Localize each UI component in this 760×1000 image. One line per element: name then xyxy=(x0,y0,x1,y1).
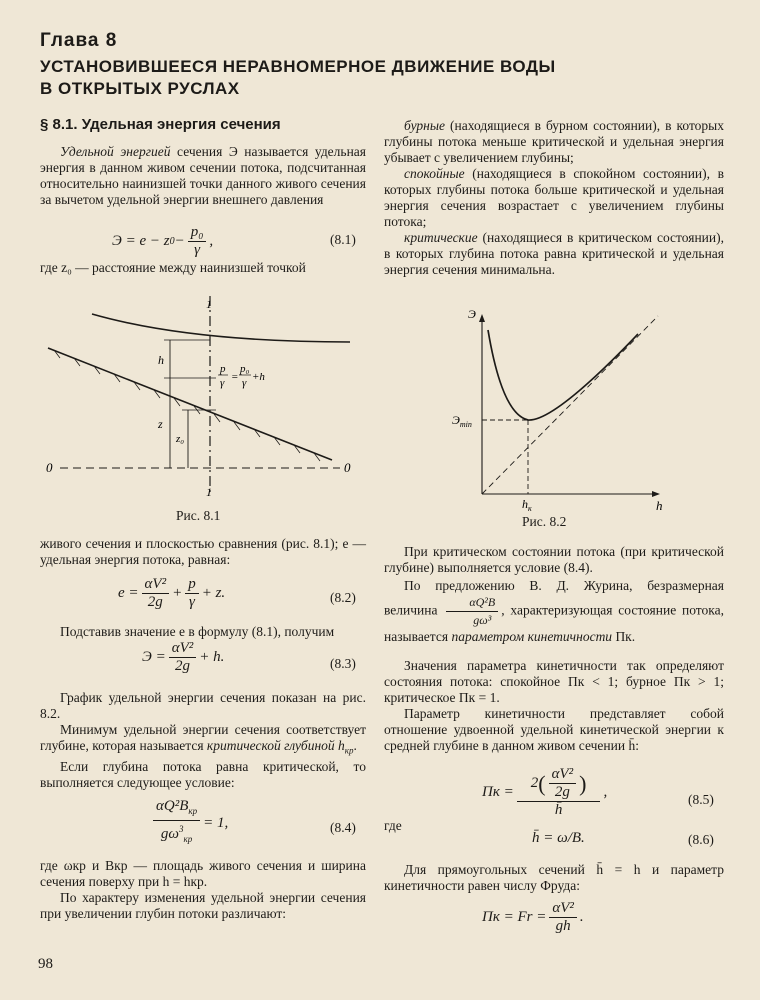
paragraph-text: где ωкр и Bкр — площадь живого сечения и ширина сечения поверху при h = hкр. xyxy=(40,858,366,889)
eq-part: . xyxy=(579,909,584,925)
label-main: h xyxy=(522,497,528,511)
paragraph-text: При критическом состоянии потока (при критической глубине) выполняется условие (8.4). xyxy=(384,544,724,575)
energy-curve xyxy=(488,330,638,420)
equation-number: (8.3) xyxy=(330,656,356,671)
term-critical: критические xyxy=(404,230,478,245)
chapter-number: Глава 8 xyxy=(40,30,118,51)
fig2-label-hk xyxy=(522,497,532,513)
eq-part: e = xyxy=(118,585,139,601)
paragraph-text: Пк. xyxy=(612,629,636,644)
fraction-numerator: αQ²B xyxy=(446,594,498,612)
superscript: 3 xyxy=(178,824,184,834)
left-paragraph-2 xyxy=(40,260,366,276)
right-where xyxy=(384,818,444,834)
left-paragraph-1 xyxy=(40,144,366,208)
fraction-numerator: αV² xyxy=(142,576,170,594)
right-paragraph-4 xyxy=(384,862,724,894)
y-axis-arrow xyxy=(479,314,485,322)
right-paragraph-3 xyxy=(384,658,724,754)
fig1-label-top: 1 xyxy=(206,297,212,311)
term-specific-energy: Удельной энергией xyxy=(60,144,171,159)
fig1-label-zero-left: 0 xyxy=(46,460,53,475)
term-critical-depth: критической глубиной h xyxy=(206,738,345,753)
eq-sub: 0 xyxy=(169,236,175,247)
fig1-label-bottom: 1 xyxy=(206,485,212,499)
equation-number: (8.2) xyxy=(330,590,356,605)
eq-part: + xyxy=(172,585,183,601)
fraction-numerator xyxy=(153,798,200,821)
fig2-axis-y: Э xyxy=(468,307,476,321)
fig2-label-emin xyxy=(452,413,472,429)
right-list xyxy=(384,118,724,278)
fraction xyxy=(188,224,207,259)
fraction-denominator: gh xyxy=(555,918,571,934)
equation-8-6: h̄ = ω/B. xyxy=(532,830,585,846)
paragraph-text: (находящиеся в спокойном состоянии), в которых глубины потока больше критической и удельная энергия сечения возрастает с увеличением глубины потока; xyxy=(384,166,724,229)
right-paragraph-1 xyxy=(384,544,724,576)
fraction xyxy=(517,766,601,819)
fraction-denominator: 2g xyxy=(174,658,190,674)
paragraph-text: где z₀ — расстояние между наинизшей точкой xyxy=(40,260,306,275)
eq-part: 2 xyxy=(530,775,539,791)
left-paragraph-5 xyxy=(40,690,366,791)
paragraph-text: Если глубина потока равна критической, то выполняется следующее условие: xyxy=(40,758,366,790)
equation-8-1 xyxy=(112,224,213,259)
chapter-title: УСТАНОВИВШЕЕСЯ НЕРАВНОМЕРНОЕ ДВИЖЕНИЕ ВОДЫ В ОТКРЫТЫХ РУСЛАХ xyxy=(40,57,556,98)
right-paragraph-2 xyxy=(384,578,724,645)
page-number: 98 xyxy=(38,956,53,972)
figure-8-2 xyxy=(450,304,670,514)
eq-part: − xyxy=(174,233,185,249)
fraction-denominator: 2g xyxy=(554,784,570,800)
eq-part: Пк = Fr = xyxy=(482,909,547,925)
fraction xyxy=(549,900,577,935)
paragraph-text: По предложению В. Д. Журина, безразмерная величина xyxy=(384,578,724,618)
equation-8-5 xyxy=(482,766,607,819)
term-kinetic-parameter: параметром кинетичности xyxy=(451,629,613,644)
label-sub: min xyxy=(459,420,472,429)
eq-part: = 1, xyxy=(203,814,229,831)
fig1-label-plus-h: +h xyxy=(252,371,265,383)
eq-part: , xyxy=(603,784,608,800)
figure-8-1 xyxy=(40,292,366,502)
asymptote-line xyxy=(482,316,658,494)
eq-part: + z. xyxy=(201,585,226,601)
eq-part: , xyxy=(209,233,214,249)
fraction-denominator: γ xyxy=(188,594,195,610)
left-paragraph-4 xyxy=(40,624,366,640)
fraction xyxy=(153,798,200,848)
fraction-numerator xyxy=(517,766,601,802)
fraction xyxy=(142,576,170,611)
fraction-numerator: αV² xyxy=(549,900,577,918)
subscript: кр xyxy=(344,745,354,756)
x-axis-arrow xyxy=(652,491,660,497)
paragraph-text: сечения Э называется удельная энергия в данном живом сечении потока, подсчитанная относительно наинизшей точки данного живого сечения за вычетом удельной энергии внешнего давления xyxy=(40,144,366,207)
section-title: § 8.1. Удельная энергия сечения xyxy=(40,116,281,133)
label-main: Э xyxy=(452,413,460,427)
fig1-label-p0: p₀ xyxy=(240,363,250,375)
left-paragraph-6 xyxy=(40,858,366,922)
equation-8-2 xyxy=(118,576,225,611)
water-surface-line xyxy=(92,314,350,342)
paragraph-text: где xyxy=(384,818,402,833)
fig1-label-h: h xyxy=(158,353,164,367)
fraction-numerator: p xyxy=(185,576,199,594)
fig1-label-gamma2: γ xyxy=(242,377,247,389)
fraction xyxy=(185,576,199,611)
term-tranquil: спокойные xyxy=(404,166,465,181)
equation-number: (8.6) xyxy=(688,832,714,847)
paren: ) xyxy=(579,771,587,796)
fig1-label-p: p xyxy=(220,363,226,375)
figure-8-1-caption: Рис. 8.1 xyxy=(176,508,221,523)
eq-part: αQ²B xyxy=(156,798,189,814)
fraction-numerator: αV² xyxy=(549,766,577,784)
fig1-label-gamma: γ xyxy=(220,377,225,389)
fraction xyxy=(549,766,577,801)
label-sub: к xyxy=(528,504,532,513)
eq-part: Пк = xyxy=(482,784,514,800)
fig2-axis-x: h xyxy=(656,498,663,513)
paragraph-text: Подставив значение e в формулу (8.1), получим xyxy=(60,624,335,639)
fig1-label-z0: z₀ xyxy=(176,433,185,445)
eq-part: gω xyxy=(160,826,179,842)
eq-part: Э = e − z xyxy=(112,233,170,249)
fraction-denominator xyxy=(158,821,195,848)
fig1-label-eq: = xyxy=(231,371,239,383)
paragraph-text: Значения параметра кинетичности так определяют состояния потока: спокойное Пк < 1; бурное Пк > 1; критическое Пк = 1. xyxy=(384,658,724,705)
equation-8-4 xyxy=(150,798,228,848)
paren: ( xyxy=(538,771,546,796)
fraction-denominator: 2g xyxy=(147,594,163,610)
equation-8-3 xyxy=(142,640,224,675)
fraction-numerator: αV² xyxy=(169,640,197,658)
subscript: кр xyxy=(183,834,193,844)
equation-number: (8.5) xyxy=(688,792,714,807)
left-paragraph-3 xyxy=(40,536,366,568)
paragraph-text: (находящиеся в критическом состоянии), в которых глубина потока равна критической и удельная энергия сечения минимальна. xyxy=(384,230,724,277)
term-rapid: бурные xyxy=(404,118,446,133)
channel-bed-line xyxy=(48,348,332,460)
fraction-denominator: gω³ xyxy=(473,613,492,627)
eq-part: Э = xyxy=(142,649,166,665)
paragraph-text: Параметр кинетичности представляет собой отношение удвоенной удельной кинетической энергии к средней глубине в данном живом сечении h̄: xyxy=(384,706,724,753)
fig1-label-zero-right: 0 xyxy=(344,460,351,475)
fraction xyxy=(169,640,197,675)
equation-number: (8.4) xyxy=(330,820,356,835)
equation-number: (8.1) xyxy=(330,232,356,247)
equation-8-7 xyxy=(482,900,584,935)
paragraph-text: Для прямоугольных сечений h̄ = h и параметр кинетичности равен числу Фруда: xyxy=(384,862,724,893)
paragraph-text: живого сечения и плоскостью сравнения (рис. 8.1); e — удельная энергия потока, равная: xyxy=(40,536,366,567)
subscript: кр xyxy=(188,806,198,816)
paragraph-text: График удельной энергии сечения показан на рис. 8.2. xyxy=(40,690,366,721)
fig1-label-z: z xyxy=(158,417,163,431)
fraction-numerator: p₀ xyxy=(188,224,207,242)
eq-part: + h. xyxy=(199,649,225,665)
fraction-denominator: h̄ xyxy=(554,802,563,818)
paragraph-text: . xyxy=(353,738,357,753)
paragraph-text: , характеризующая состояние потока, называется xyxy=(384,602,725,644)
paragraph-text: По характеру изменения удельной энергии сечения при увеличении глубин потоки различают: xyxy=(40,890,366,921)
fraction-denominator: γ xyxy=(194,242,200,258)
paragraph-text: Минимум удельной энергии сечения соответствует глубине, которая называется xyxy=(40,722,366,753)
paragraph-text: (находящиеся в бурном состоянии), в которых глубины потока меньше критической и удельная энергия убывает с увеличением глубины; xyxy=(384,118,724,165)
figure-8-2-caption: Рис. 8.2 xyxy=(522,514,567,529)
fraction xyxy=(446,594,498,629)
